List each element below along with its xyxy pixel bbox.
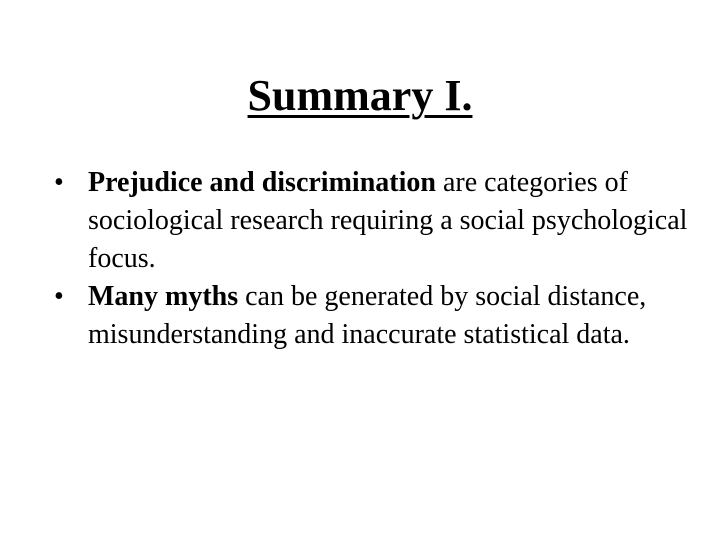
bullet-text: are categories of sociological research requiring a social psychological focus. [88,167,688,274]
bullet-emphasis: Prejudice and discrimination [88,167,436,198]
bullet-icon: • [54,281,64,312]
bullet-emphasis: Many myths [88,281,239,312]
slide-title: Summary I. [247,71,473,120]
bullet-item [48,164,688,278]
bullet-item [48,278,688,354]
bullet-text: can be generated by social distance, misunderstanding and inaccurate statistical data. [88,281,647,350]
bullet-icon: • [54,167,64,198]
bullet-list [48,164,688,354]
